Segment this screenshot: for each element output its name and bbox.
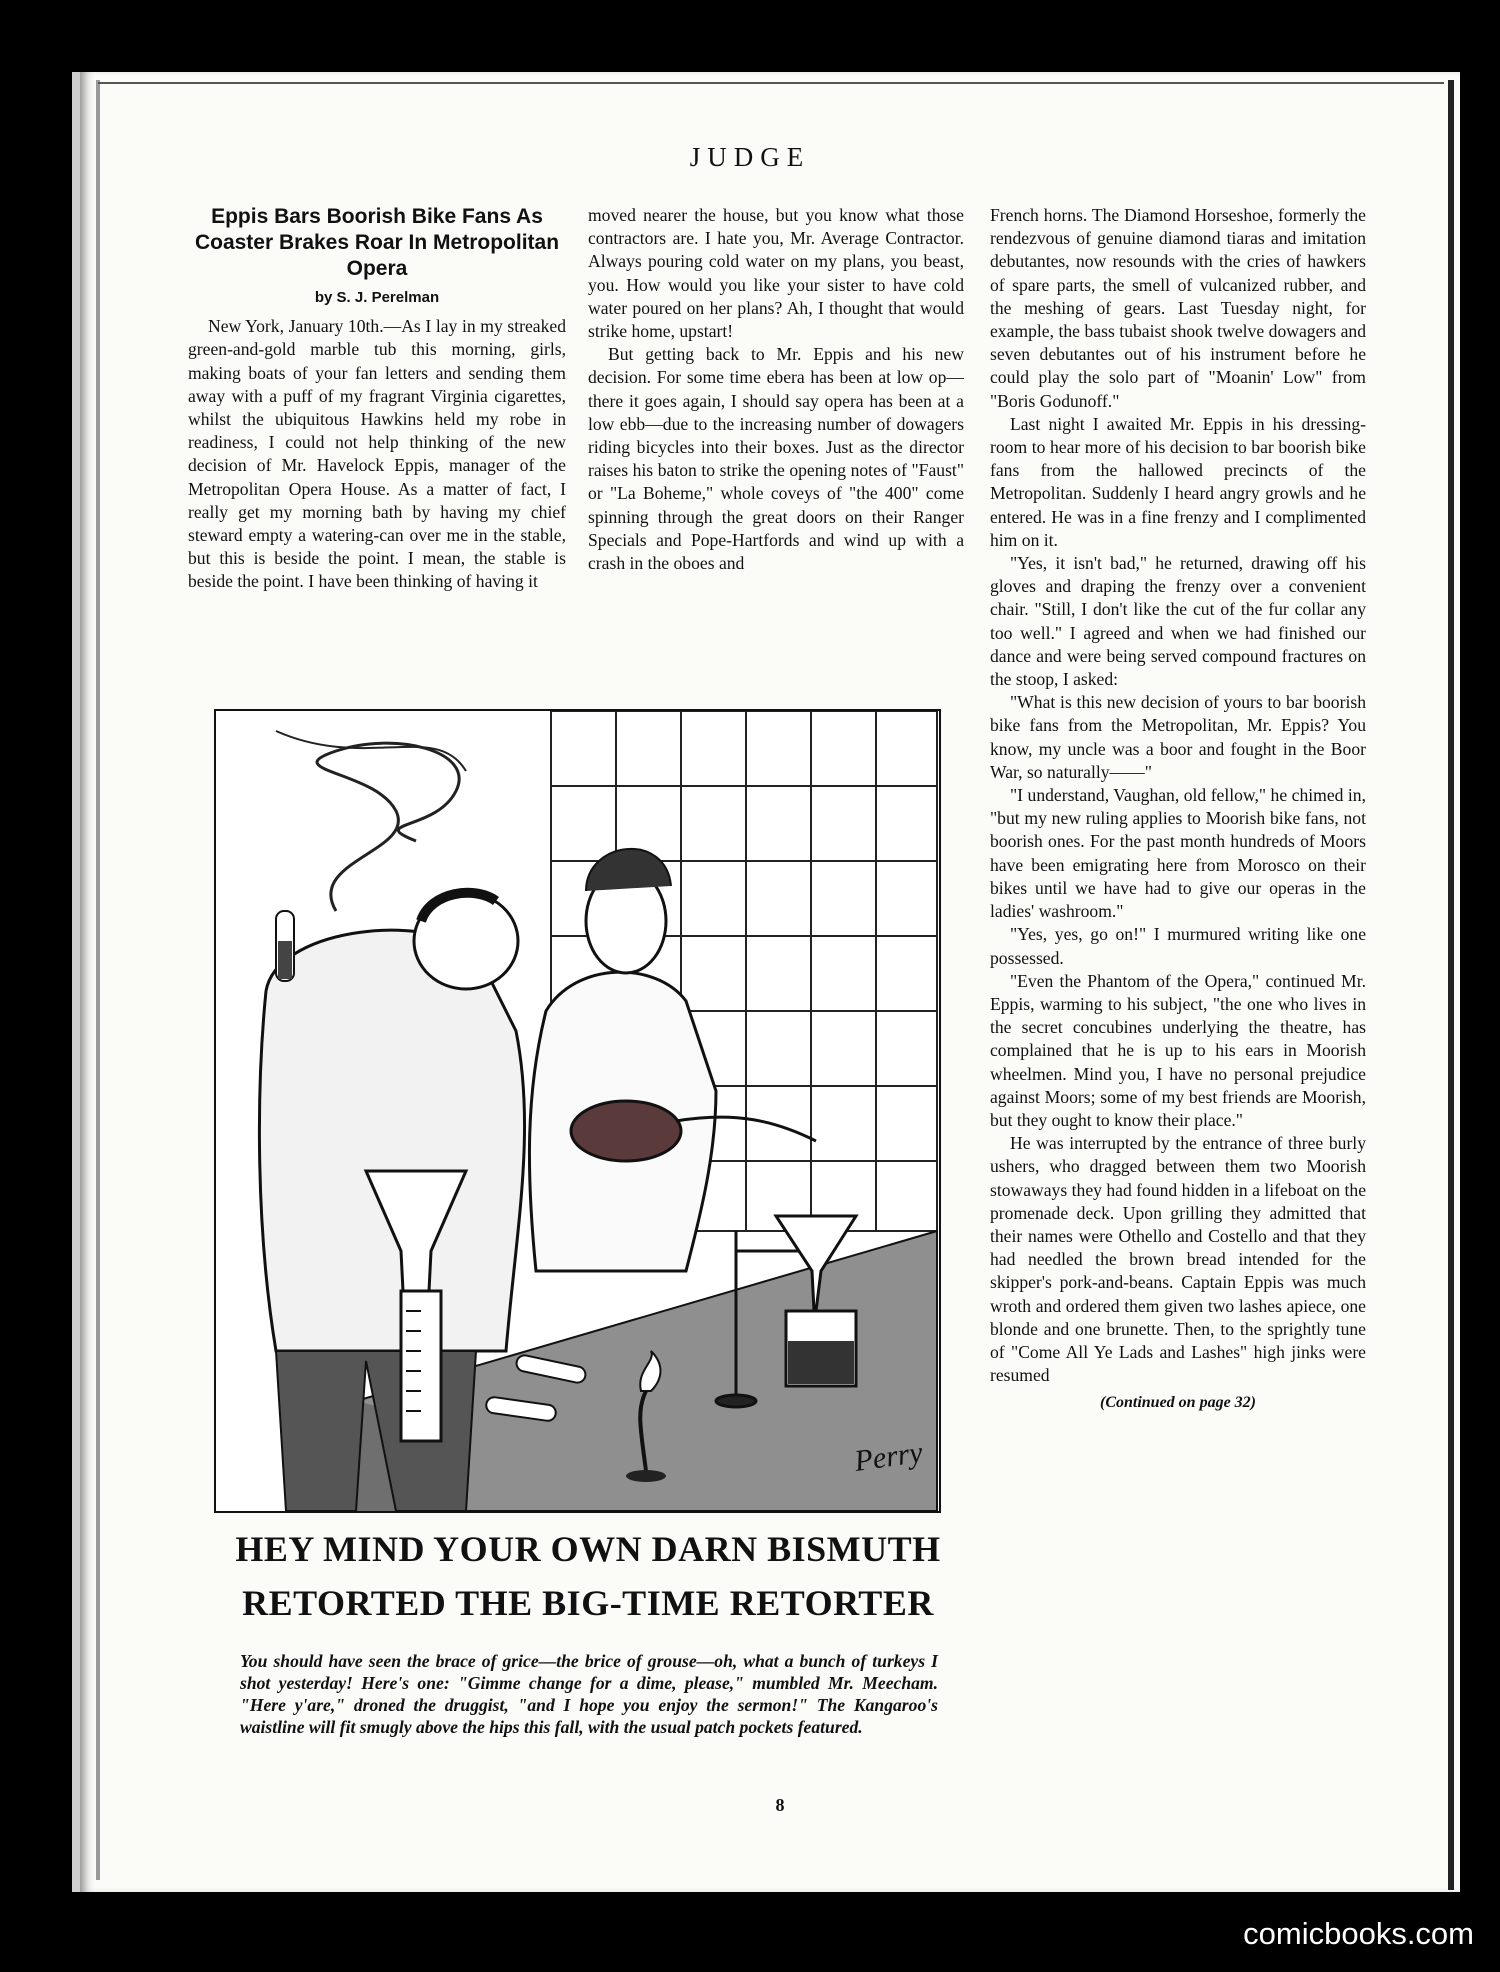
cartoon-drawing [216,711,939,1511]
article-byline: by S. J. Perelman [314,289,440,306]
smoke-swirl [317,743,459,911]
paragraph: French horns. The Diamond Horseshoe, formerly the rendezvous of genuine diamond tiaras and imitation debutantes, now resounds with the cries of hawkers of spare parts, the smell of vulcanized rubber, and the meshing of gears. Last Tuesday night, for example, the bass tubaist shook twelve dowagers and seven debutantes out of his instrument before he could play the solo part of "Moanin' Low" from "Boris Godunoff." [990,205,1366,411]
paragraph: "Even the Phantom of the Opera," continued Mr. Eppis, warming to his subject, "the one who lives in the secret concubines underlying the theatre, has complained that he is up to his ears in Moorish wheelmen. Mind you, I have no personal prejudice against Moors; some of my best friends are Moorish, but they ought to know their place." [990,970,1366,1130]
paragraph: "I understand, Vaughan, old fellow," he chimed in, "but my new ruling applies to Moorish bike fans, not boorish ones. For the past month hundreds of Moors have been emigrating here from Morosco on their bikes until we have had to give our operas in the ladies' washroom." [990,785,1366,922]
paragraph: He was interrupted by the entrance of three burly ushers, who dragged between them two Moorish stowaways they had found hidden in a lifeboat on the promenade deck. Upon grilling they admitted that their names were Othello and Costello and that they had needled the brown bread intended for the skipper's pork-and-beans. Captain Eppis was much wroth and ordered them given two lashes apiece, one blonde and one brunette. Then, to the sprightly tune of "Come All Ye Lads and Lashes" high jinks were resumed [990,1133,1366,1386]
caption-paragraph: You should have seen the brace of grice—the brice of grouse—oh, what a bunch of turkeys I shot yesterday! Here's one: "Gimme change for a dime, please," mumbled Mr. Meecham. "Here y'are," droned the druggist, "and I hope you enjoy the sermon!" The Kangaroo's waistline will fit smugly above the hips this fall, with the usual patch pockets featured. [240,1651,938,1737]
paragraph: "Yes, yes, go on!" I murmured writing like one possessed. [990,924,1366,968]
paragraph: Last night I awaited Mr. Eppis in his dressing-room to hear more of his decision to bar boorish bike fans from the hallowed precincts of the Metropolitan. Suddenly I heard angry growls and he entered. He was in a fine frenzy and I complimented him on it. [990,413,1366,550]
article-column-3 [990,204,1366,1415]
paragraph: "Yes, it isn't bad," he returned, drawing off his gloves and draping the frenzy over a convenient chair. "Still, I don't like the cut of the fur collar any too well." I agreed and when we had finished our dance and were being served compound fractures on the stoop, I asked: [990,553,1366,690]
paragraph: New York, January 10th.—As I lay in my streaked green-and-gold marble tub this morning, girls, making boats of your fan letters and sending them away with a puff of my fragrant Virginia cigarettes, whilst the ubiquitous Hawkins held my robe in readiness, I could not help thinking of the new decision of Mr. Havelock Eppis, manager of the Metropolitan Opera House. As a matter of fact, I really get my morning bath by having my chief steward empty a watering-can over me in the stable, but this is beside the point. I mean, the stable is beside the point. I have been thinking of having it [188,316,566,592]
caption-headline-1: HEY MIND YOUR OWN DARN BISMUTH [235,1529,941,1569]
paragraph: But getting back to Mr. Eppis and his new decision. For some time ebera has been at low op—there it goes again, I should say opera has been at a low ebb—due to the increasing number of dowagers riding bicycles into their boxes. Just as the director raises his baton to strike the opening notes of "Faust" or "La Boheme," whole coveys of "the 400" come spinning through the great doors on their Ranger Specials and Pope-Hartfords and wind up with a crash in the oboes and [588,344,964,574]
page-number: 8 [775,1795,785,1815]
beaker [786,1311,856,1386]
article-headline: Eppis Bars Boorish Bike Fans As Coaster Brakes Roar In Metropolitan Opera [194,205,560,280]
smoke-wisp [276,731,466,771]
caption-headline-2: RETORTED THE BIG-TIME RETORTER [242,1583,934,1623]
cartoon-illustration [214,709,941,1513]
paragraph: moved nearer the house, but you know what those contractors are. I hate you, Mr. Average Contractor. Always pouring cold water on my plans, you beast, you. How would you like your sister to have cold water poured on her plans? Ah, I thought that would strike home, upstart! [588,205,964,342]
facing-page-edge [1448,80,1454,1890]
article-column-2 [588,204,964,575]
article-column-1 [188,204,566,594]
paragraph: "What is this new decision of yours to bar boorish bike fans from the Metropolitan, Mr. Eppis? You know, my uncle was a boor and fought in the Boor War, so naturally——" [990,692,1366,782]
watermark: comicbooks.com [1243,1916,1474,1951]
artist-signature: Perry [852,1435,925,1478]
masthead: JUDGE [689,142,811,172]
continued-note: (Continued on page 32) [1099,1394,1256,1412]
